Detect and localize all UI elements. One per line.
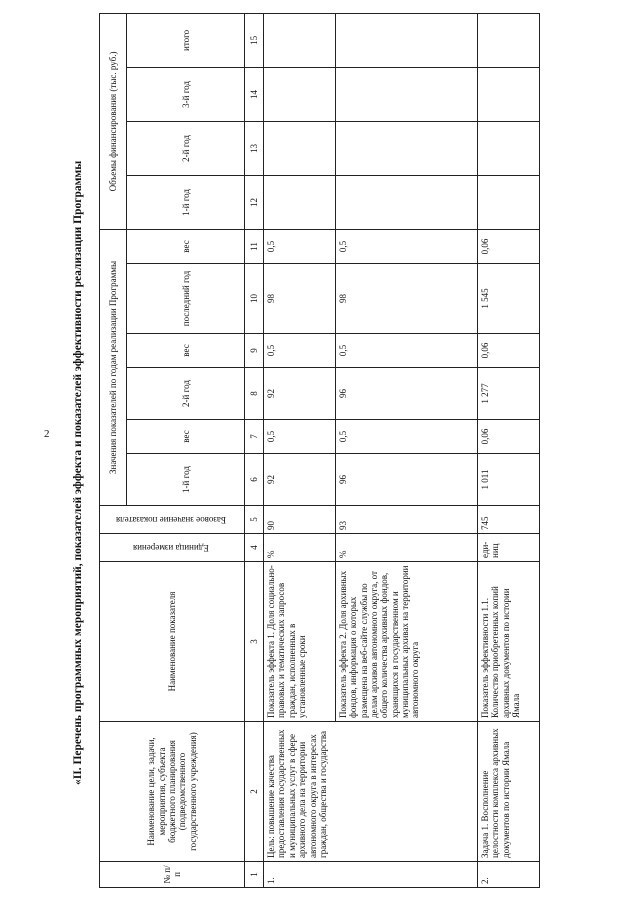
col-number: 13 [245,121,264,175]
header-weight1: вес [127,420,245,454]
header-unit-text: Единица измерения [133,542,209,553]
cell-fin-year1 [478,175,540,229]
cell-weight2: 0,5 [335,334,477,368]
cell-year2: 92 [264,368,336,420]
cell-fin-total [264,13,336,67]
cell-last-year: 98 [335,264,477,334]
col-number: 5 [245,506,264,534]
col-number: 9 [245,334,264,368]
cell-year1: 1 011 [478,454,540,506]
cell-indicator: Показатель эффекта 2. Доля архивных фондов, информация о которых размещена на веб-сайте службы по делам архивов автономного округа, от общего количества архивных фондов, хранящихся в государственном и муниципальных архивах на территории автономного округа [335,562,477,722]
header-fin-year3: 3-й год [127,67,245,121]
cell-fin-year1 [264,175,336,229]
cell-fin-year3 [264,67,336,121]
cell-year1: 96 [335,454,477,506]
header-year2: 2-й год [127,368,245,420]
cell-fin-total [478,13,540,67]
page-title: «II. Перечень программных мероприятий, показателей эффекта и показателей эффективности реализации Программы [72,160,84,785]
cell-weight1: 0,5 [264,420,336,454]
cell-fin-year3 [478,67,540,121]
cell-name: Цель: повышение качества предоставления государственных и муниципальных услуг в сфере архивного дела на территории автономного округа в интересах граждан, общества и государства [264,722,478,862]
cell-weight1: 0,5 [335,420,477,454]
header-base [100,506,245,534]
cell-fin-year2 [264,121,336,175]
cell-num: 1. [264,862,478,888]
header-values-group: Значения показателей по годам реализации Программы [100,229,127,505]
col-number: 11 [245,229,264,263]
cell-num: 2. [478,862,540,888]
cell-indicator: Показатель эффективности 1.1. Количество приобретенных копий архивных документов по истории Ямала [478,562,540,722]
cell-fin-total [335,13,477,67]
header-unit [100,534,245,562]
header-last-year: последний год [127,264,245,334]
header-weight3: вес [127,229,245,263]
cell-year1: 92 [264,454,336,506]
col-number: 2 [245,722,264,862]
col-number: 6 [245,454,264,506]
header-fin-total: итого [127,13,245,67]
header-fin-year2: 2-й год [127,121,245,175]
cell-weight3: 0,5 [335,229,477,263]
cell-weight1: 0,06 [478,420,540,454]
col-number: 15 [245,13,264,67]
table-row [478,13,540,887]
header-finance-group: Объемы финансирования (тыс. руб.) [100,13,127,229]
program-table-rotated [99,14,540,888]
cell-year2: 1 277 [478,368,540,420]
cell-weight2: 0,5 [264,334,336,368]
table-row [264,13,336,887]
header-name: Наименование цели, задачи, мероприятия, субъекта бюджетного планирования (подведомственного государственного учреждения) [100,722,245,862]
cell-base: 93 [335,506,477,534]
cell-weight3: 0,06 [478,229,540,263]
cell-fin-year2 [478,121,540,175]
cell-fin-year2 [335,121,477,175]
cell-base: 90 [264,506,336,534]
cell-name: Задача 1. Восполнение целостности комплекса архивных документов по истории Ямала [478,722,540,862]
cell-indicator: Показатель эффекта 1. Доля социально-правовых и тематических запросов граждан, исполненных в установленные сроки [264,562,336,722]
page-number: 2 [44,428,50,440]
cell-base: 745 [478,506,540,534]
cell-last-year: 98 [264,264,336,334]
header-weight2: вес [127,334,245,368]
cell-year2: 96 [335,368,477,420]
cell-fin-year1 [335,175,477,229]
cell-weight2: 0,06 [478,334,540,368]
cell-weight3: 0,5 [264,229,336,263]
col-number: 12 [245,175,264,229]
col-number: 10 [245,264,264,334]
header-num: № п/п [100,862,245,888]
program-table [99,13,540,888]
header-fin-year1: 1-й год [127,175,245,229]
cell-last-year: 1 545 [478,264,540,334]
col-number: 7 [245,420,264,454]
col-number: 4 [245,534,264,562]
col-number: 1 [245,862,264,888]
col-number: 3 [245,562,264,722]
header-base-text: Базовое значение показателя [115,514,226,525]
cell-fin-year3 [335,67,477,121]
col-number: 8 [245,368,264,420]
header-indicator: Наименование показателя [100,562,245,722]
header-year1: 1-й год [127,454,245,506]
cell-unit: % [335,534,477,562]
cell-unit: еди-ниц [478,534,540,562]
col-number: 14 [245,67,264,121]
cell-unit: % [264,534,336,562]
